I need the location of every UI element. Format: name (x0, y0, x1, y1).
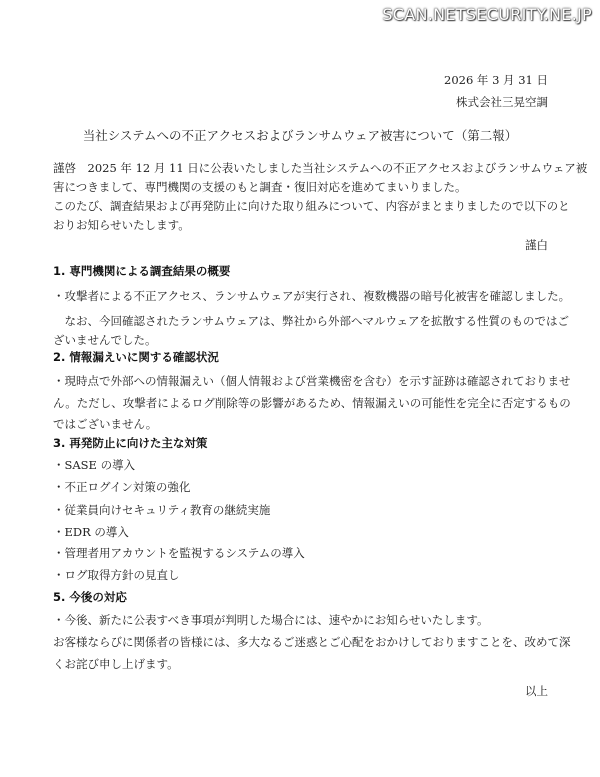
measure-item: ・EDR の導入 (53, 525, 129, 539)
section-heading: 2. 情報漏えいに関する確認状況 (53, 350, 219, 364)
measure-item: ・従業員向けセキュリティ教育の継続実施 (53, 503, 271, 517)
section-line: ざいませんでした。 (53, 333, 157, 347)
company-name: 株式会社三晃空調 (456, 95, 548, 109)
watermark: SCAN.NETSECURITY.NE.JP (382, 5, 592, 24)
closing-greeting: 謹白 (525, 238, 548, 252)
measure-item: ・管理者用アカウントを監視するシステムの導入 (53, 546, 305, 560)
section-line: くお詫び申し上げます。 (53, 657, 179, 671)
section-heading: 1. 専門機関による調査結果の概要 (53, 264, 231, 278)
intro-line: おりお知らせいたします。 (53, 218, 190, 232)
section-line: ・現時点で外部への情報漏えい（個人情報および営業機密を含む）を示す証跡は確認されておりませ (53, 374, 571, 388)
measure-item: ・不正ログイン対策の強化 (53, 480, 191, 494)
measure-item: ・SASE の導入 (53, 458, 136, 472)
section-line: ・今後、新たに公表すべき事項が判明した場合には、速やかにお知らせいたします。 (53, 613, 489, 627)
intro-line: このたび、調査結果および再発防止に向けた取り組みについて、内容がまとまりましたので以下のと (53, 199, 570, 213)
section-line: ではございません。 (53, 417, 158, 431)
intro-line: 害につきまして、専門機関の支援のもと調査・復旧対応を進めてまいりました。 (53, 180, 467, 194)
section-line: お客様ならびに関係者の皆様には、多大なるご迷惑とご心配をおかけしておりますことを、改めて深 (53, 635, 571, 649)
section-line: ・攻撃者による不正アクセス、ランサムウェアが実行され、複数機器の暗号化被害を確認しました。 (53, 289, 571, 303)
intro-line: 謹啓 2025 年 12 月 11 日に公表いたしました当社システムへの不正アクセスおよびランサムウェア被 (53, 161, 588, 175)
document-title: 当社システムへの不正アクセスおよびランサムウェア被害について（第二報） (82, 128, 518, 143)
section-heading: 5. 今後の対応 (53, 590, 127, 604)
measure-item: ・ログ取得方針の見直し (53, 568, 180, 582)
section-line: なお、今回確認されたランサムウェアは、弊社から外部へマルウェアを拡散する性質のものではご (53, 314, 569, 328)
section-heading: 3. 再発防止に向けた主な対策 (53, 436, 208, 450)
section-line: ん。ただし、攻撃者によるログ削除等の影響があるため、情報漏えいの可能性を完全に否定するもの (53, 396, 571, 410)
document-date: 2026 年 3 月 31 日 (444, 73, 548, 87)
end-mark: 以上 (525, 684, 548, 698)
